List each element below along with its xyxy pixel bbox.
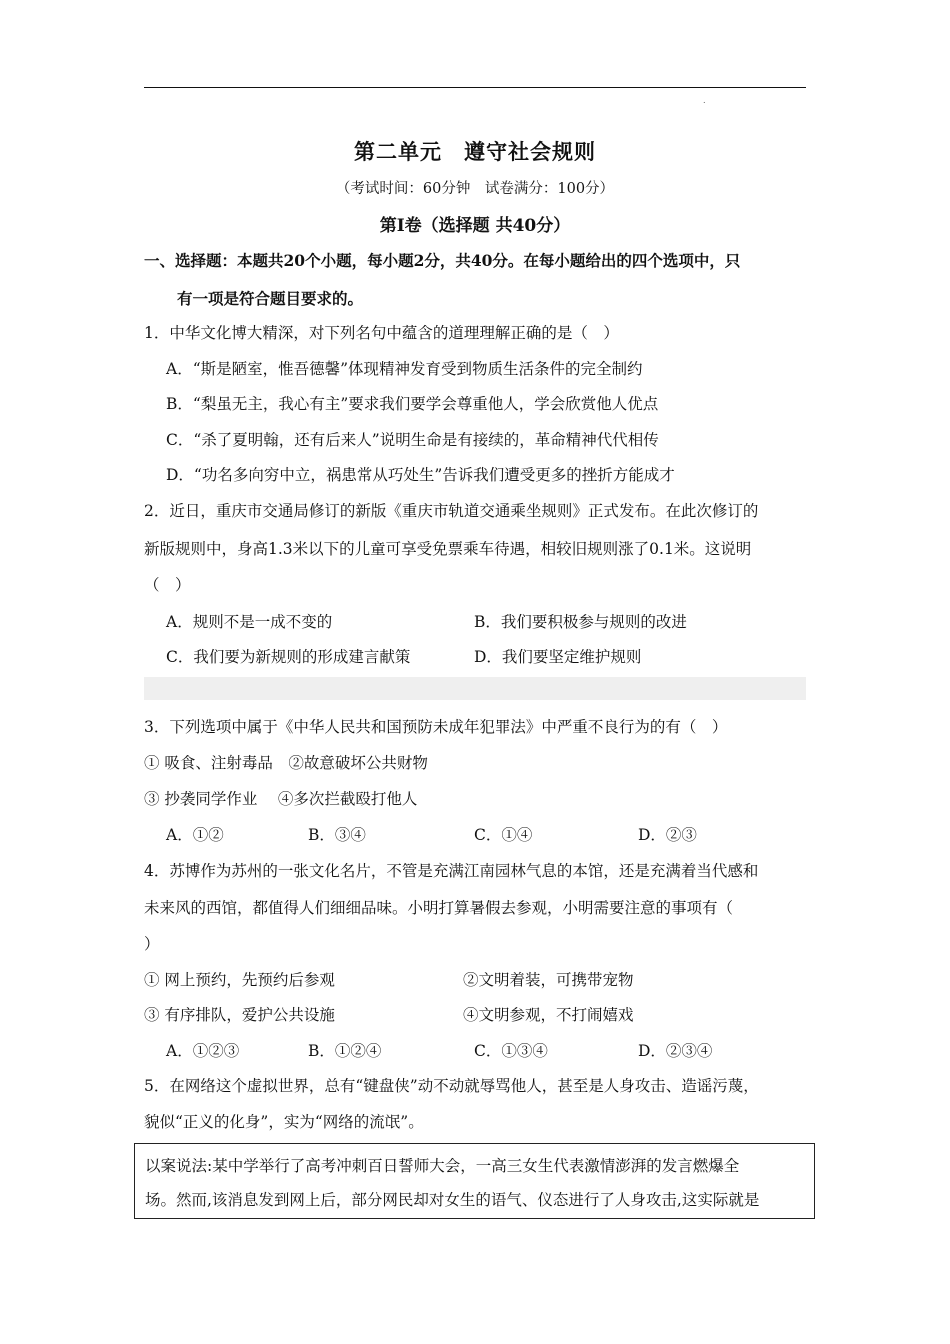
q2-stem-line1: 2．近日，重庆市交通局修订的新版《重庆市轨道交通乘坐规则》正式发布。在此次修订的 <box>144 502 759 520</box>
separator-band <box>144 677 806 700</box>
q4-option-d[interactable]: D．②③④ <box>638 1042 713 1060</box>
q1-stem: 1．中华文化博大精深，对下列名句中蕴含的道理理解正确的是（ ） <box>144 324 619 342</box>
q3-option-d[interactable]: D．②③ <box>638 826 697 844</box>
exam-info: （考试时间：60分钟 试卷满分：100分） <box>335 181 615 197</box>
section-heading-line2: 有一项是符合题目要求的。 <box>177 289 364 308</box>
q4-item-2: ②文明着装，可携带宠物 <box>463 971 634 989</box>
q3-option-c[interactable]: C．①④ <box>474 826 533 844</box>
q2-stem-line3: （ ） <box>144 576 191 594</box>
q1-option-b[interactable]: B．“梨虽无主，我心有主”要求我们要学会尊重他人，学会欣赏他人优点 <box>166 395 659 413</box>
q4-item-1: ① 网上预约，先预约后参观 <box>144 971 335 989</box>
q3-items-line2: ③ 抄袭同学作业 ④多次拦截殴打他人 <box>144 790 418 808</box>
q2-option-b[interactable]: B．我们要积极参与规则的改进 <box>474 613 687 631</box>
header-dot: . <box>703 96 706 105</box>
q5-stem-line2: 貌似“正义的化身”，实为“网络的流氓”。 <box>144 1113 424 1131</box>
q4-option-a[interactable]: A．①②③ <box>166 1042 240 1060</box>
q4-stem-line3: ） <box>144 935 160 953</box>
q3-items-line1: ① 吸食、注射毒品 ②故意破坏公共财物 <box>144 754 428 772</box>
q5-stem-line1: 5．在网络这个虚拟世界，总有“键盘侠”动不动就辱骂他人，甚至是人身攻击、造谣污蔑， <box>144 1077 759 1095</box>
q2-option-a[interactable]: A．规则不是一成不变的 <box>166 613 333 631</box>
q2-option-d[interactable]: D．我们要坚定维护规则 <box>474 648 642 666</box>
case-box <box>134 1143 815 1219</box>
q3-stem: 3．下列选项中属于《中华人民共和国预防未成年犯罪法》中严重不良行为的有（ ） <box>144 718 728 736</box>
case-text-line1: 以案说法:某中学举行了高考冲刺百日誓师大会，一高三女生代表激情澎湃的发言燃爆全 <box>145 1157 740 1175</box>
q4-item-3: ③ 有序排队，爱护公共设施 <box>144 1006 335 1024</box>
part-title: 第Ⅰ卷（选择题 共40分） <box>379 216 571 236</box>
q4-option-c[interactable]: C．①③④ <box>474 1042 548 1060</box>
q3-option-a[interactable]: A．①② <box>166 826 224 844</box>
q4-item-4: ④文明参观，不打闹嬉戏 <box>463 1006 634 1024</box>
case-text-line2: 场。然而,该消息发到网上后，部分网民却对女生的语气、仪态进行了人身攻击,这实际就是 <box>145 1191 760 1209</box>
section-heading-line1: 一、选择题：本题共20个小题，每小题2分，共40分。在每小题给出的四个选项中，只 <box>144 251 741 270</box>
q1-option-c[interactable]: C．“杀了夏明翰，还有后来人”说明生命是有接续的，革命精神代代相传 <box>166 431 659 449</box>
q1-option-a[interactable]: A．“斯是陋室，惟吾德馨”体现精神发育受到物质生活条件的完全制约 <box>166 360 643 378</box>
q4-stem-line1: 4．苏博作为苏州的一张文化名片，不管是充满江南园林气息的本馆，还是充满着当代感和 <box>144 862 759 880</box>
q2-option-c[interactable]: C．我们要为新规则的形成建言献策 <box>166 648 411 666</box>
q4-option-b[interactable]: B．①②④ <box>308 1042 382 1060</box>
q3-option-b[interactable]: B．③④ <box>308 826 366 844</box>
q4-stem-line2: 未来风的西馆，都值得人们细细品味。小明打算暑假去参观，小明需要注意的事项有（ <box>144 899 734 917</box>
header-rule <box>144 87 806 88</box>
q1-option-d[interactable]: D．“功名多向穷中立，祸患常从巧处生”告诉我们遭受更多的挫折方能成才 <box>166 466 675 484</box>
q2-stem-line2: 新版规则中，身高1.3米以下的儿童可享受免票乘车待遇，相较旧规则涨了0.1米。这说明 <box>144 540 752 558</box>
page-title: 第二单元 遵守社会规则 <box>354 139 596 164</box>
